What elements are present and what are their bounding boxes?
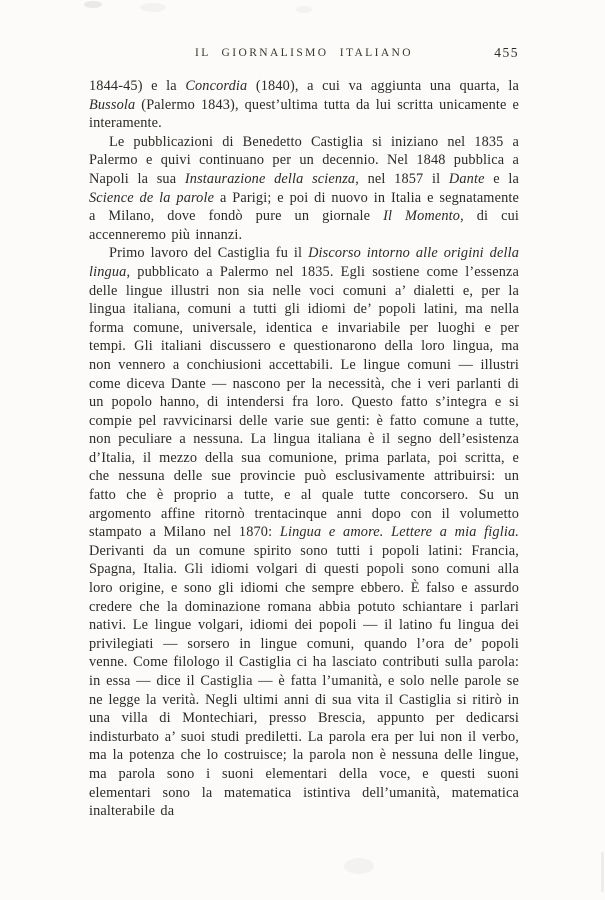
text-segment: Le pubblicazioni di Benedetto Castiglia si iniziano nel 1835 a Palermo e quivi continuano per un decennio. Nel 1848 pubblica a Napoli la sua <box>89 133 519 187</box>
text-segment: e la <box>484 170 519 187</box>
text-segment: , pubblicato a Palermo nel 1835. Egli sostiene come l’essenza delle lingue illustri non sia nelle voci comuni a’ dialetti e, per la lingua italiana, comuni a tutti gli idiomi de’ popoli latini, ma nella forma comune, universale, identica e invariabile per luoghi e per tempi. Gli italiani discussero e questionarono della loro lingua, ma non vennero a conchiusioni accettabili. Le lingue comuni — illustri come diceva Dante — nascono per la necessità, che i veri parlanti di un popolo hanno, di intendersi fra loro. Questo fatto s’integra e si compie pel ravvicinarsi delle varie sue genti: è fatto comune a tutte, non peculiare a nessuna. La lingua italiana è il segno dell’esistenza d’Italia, il mezzo della sua comunione, prima parlata, poi scritta, e che nessuna delle sue provincie può esclusivamente attribuirsi: un fatto che è proprio a tutte, e al quale tutte concorsero. Su un argomento affine ritornò trentacinque anni dopo con il volumetto stampato a Milano nel 1870: <box>89 263 519 541</box>
text-segment: Primo lavoro del Castiglia fu il <box>109 245 309 262</box>
scan-artifact <box>296 6 312 13</box>
paragraph-continuation <box>89 77 519 133</box>
text-segment: 1844-45) e la <box>89 78 186 94</box>
text-segment: , nel 1857 il <box>355 170 449 187</box>
book-title-text: Il Momento <box>383 208 461 225</box>
text-segment: (Palermo 1843), quest’ultima tutta da lui scritta unicamente e interamente. <box>89 96 519 132</box>
scan-artifact <box>601 852 604 892</box>
text-segment: a Parigi; e poi di nuovo in Italia e segnatamente a Milano, dove fondò pure un giornale <box>89 189 519 225</box>
book-title-text: Science de la parole <box>89 189 215 206</box>
scan-artifact <box>140 3 166 12</box>
page-header <box>89 47 519 65</box>
book-title-text: Dante <box>448 170 485 187</box>
scan-artifact <box>344 858 374 874</box>
page-number: 455 <box>494 45 519 60</box>
scan-artifact <box>84 1 102 8</box>
book-title-text: Concordia <box>185 78 248 94</box>
book-title-text: Discorso intorno alle origini della lingua <box>89 245 519 280</box>
page-text <box>89 77 519 821</box>
book-title-text: Instaurazione della scienza <box>184 170 356 187</box>
text-segment: Derivanti da un comune spirito sono tutti i popoli latini: Francia, Spagna, Italia. Gli idiomi volgari di questi popoli sono comuni alla loro origine, e sono gli idiomi che sempre ebbero. È falso e assurdo credere che la dominazione romana abbia potuto schiantare i parlari nativi. Le lingue volgari, idiomi dei popoli — il latino fu lingua dei privilegiati — sorsero in lingue comuni, quando l’ora de’ popoli venne. Come filologo il Castiglia ci ha lasciato contributi sulla parola: in essa — dice il Castiglia — è fatta l’umanità, e solo nelle parole se ne legge la verità. Negli ultimi anni di sua vita il Castiglia si ritirò in una villa di Montechiari, presso Brescia, appunto per dedicarsi indisturbato a’ suoi studi prediletti. La parola era per lui non il verbo, ma la potenza che lo costruisce; la parola non è nessuna delle lingue, ma parola sono i suoni elementari della voce, e questi suoni elementari sono la matematica istintiva dell’umanità, matematica inalterabile da <box>89 542 519 820</box>
book-title-text: Lingua e amore. Lettere a mia figlia. <box>279 524 519 541</box>
text-segment: , di cui accenneremo più innanzi. <box>89 208 519 243</box>
text-segment: (1840), a cui va aggiunta una quarta, la <box>247 78 519 94</box>
book-title-text: Bussola <box>89 96 136 113</box>
running-head: IL GIORNALISMO ITALIANO <box>195 47 413 59</box>
paragraph-primo-lavoro <box>89 244 519 820</box>
paragraph-publications <box>89 133 519 245</box>
